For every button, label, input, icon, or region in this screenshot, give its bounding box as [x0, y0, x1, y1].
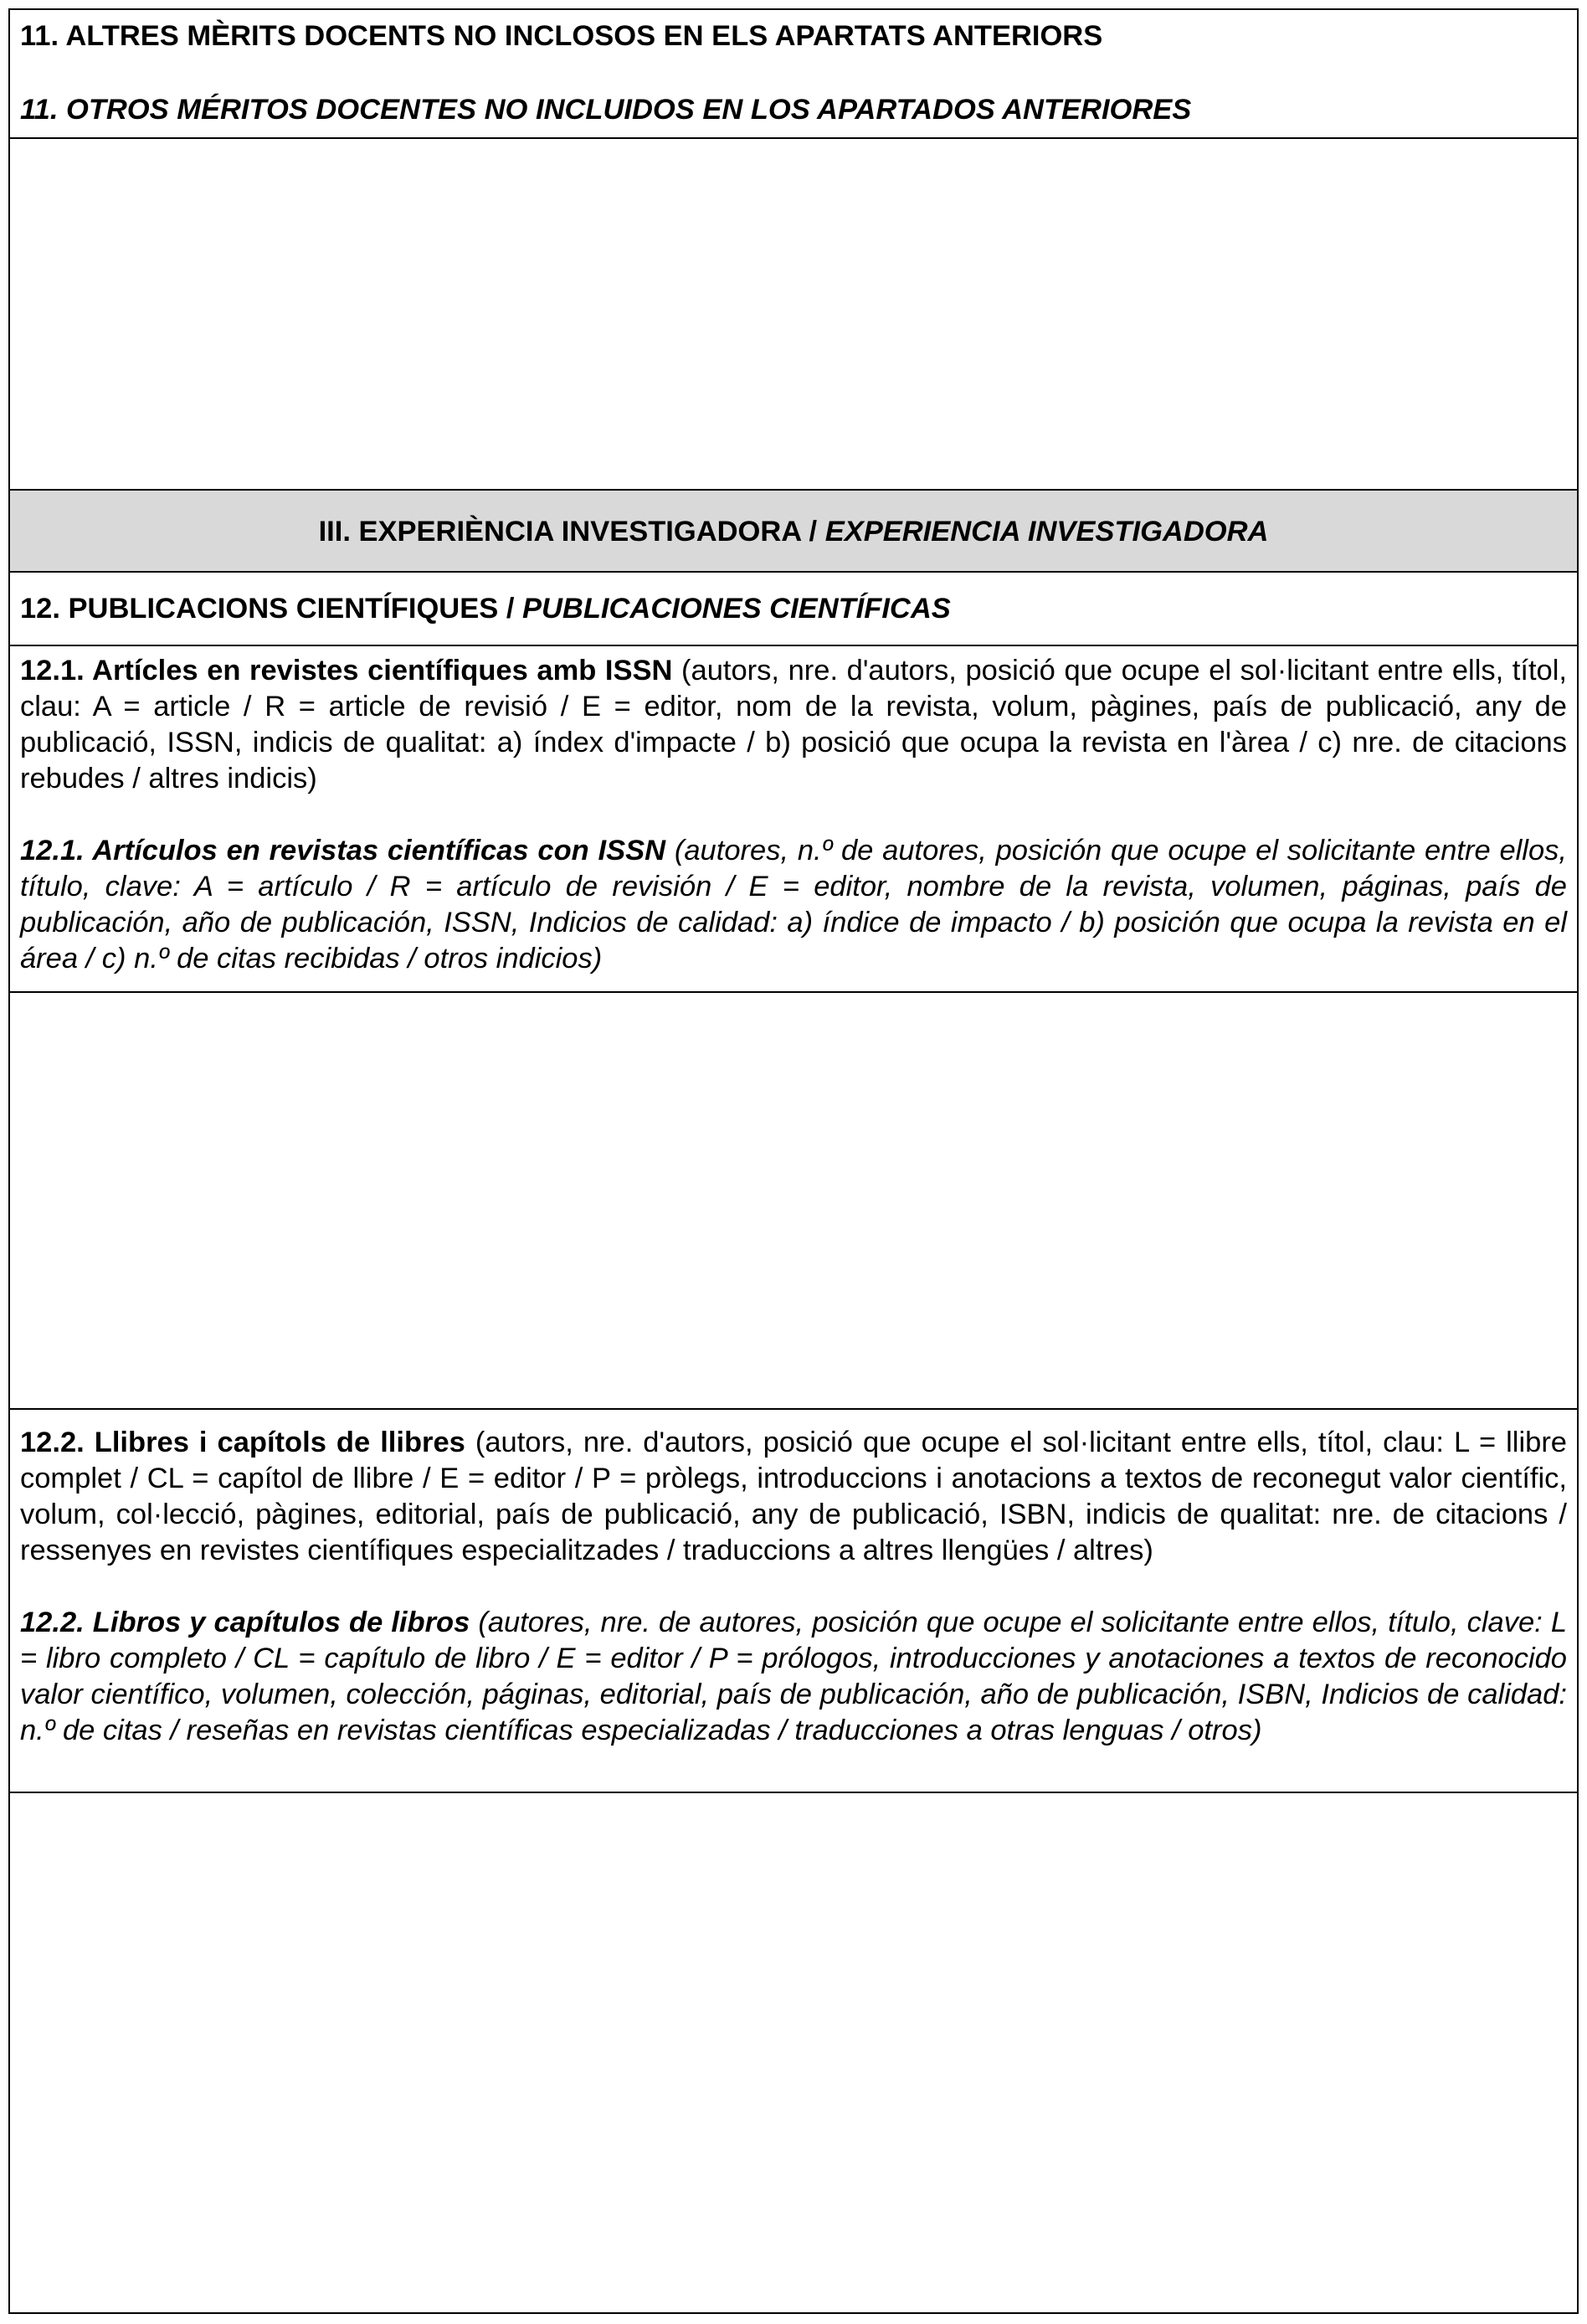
section-12-1-heading-ca: 12.1. Artícles en revistes científiques amb ISSN: [20, 655, 673, 686]
section-iii-title-ca: III. EXPERIÈNCIA INVESTIGADORA /: [318, 516, 825, 548]
section-12-2-heading-es: 12.2. Libros y capítulos de libros: [20, 1607, 470, 1638]
section-12-title: [20, 591, 1567, 627]
section-iii-title: [20, 514, 1567, 550]
section-12-2-body-es: (autores, nre. de autores, posición que ocupe el solicitante entre ellos, título, clave: L = libro completo / CL = capítulo de libro / E = editor / P = prólogos, introducciones y anotaciones a textos de reconocido valor científico, volumen, colección, páginas, editorial, país de publicación, año de publicación, ISBN, Indicios de calidad: n.º de citas / reseñas en revistas científicas especializadas / traducciones a otras lenguas / otros): [20, 1607, 1568, 1746]
section-11-answer-box[interactable]: [10, 139, 1577, 491]
section-12-2-answer-box[interactable]: [10, 1793, 1577, 2312]
section-12-title-ca: 12. PUBLICACIONS CIENTÍFIQUES /: [20, 593, 522, 625]
section-12-1-body-ca: (autors, nre. d'autors, posició que ocupe el sol·licitant entre ells, títol, clau: A = article / R = article de revisió / E = editor, nom de la revista, volum, pàgines, país de publicació, any de publicació, ISSN, indicis de qualitat: a) índex d'impacte / b) posició que ocupa la revista en l'àrea / c) nre. de citacions rebudes / altres indicis): [20, 655, 1567, 794]
section-12-1-body-es: (autores, n.º de autores, posición que ocupe el solicitante entre ellos, título, clave: A = artículo / R = artículo de revisión / E = editor, nombre de la revista, volumen, páginas, país de publicación, año de publicación, ISSN, Indicios de calidad: a) índice de impacto / b) posición que ocupa la revista en el área / c) n.º de citas recibidas / otros indicios): [20, 835, 1567, 974]
application-form: [8, 8, 1579, 2314]
section-11-title-es: 11. OTROS MÉRITOS DOCENTES NO INCLUIDOS EN LOS APARTADOS ANTERIORES: [20, 94, 1192, 126]
section-12-2-body-ca: (autors, nre. d'autors, posició que ocupe el sol·licitant entre ells, títol, clau: L = llibre complet / CL = capítol de llibre / E = editor / P = pròlegs, introduccions i anotacions a textos de reconegut valor científic, volum, col·lecció, pàgines, editorial, país de publicació, any de publicació, ISBN, indicis de qualitat: nre. de citacions / ressenyes en revistes científiques especialitzades / traduccions a altres llengües / altres): [20, 1427, 1567, 1566]
section-12-header: [10, 573, 1577, 646]
section-11-header: [10, 10, 1577, 139]
section-12-1-heading-es: 12.1. Artículos en revistas científicas con ISSN: [20, 835, 666, 866]
section-11-title-ca: 11. ALTRES MÈRITS DOCENTS NO INCLOSOS EN ELS APARTATS ANTERIORS: [20, 20, 1103, 52]
section-12-title-es: PUBLICACIONES CIENTÍFICAS: [522, 593, 951, 625]
section-12-1-text: [20, 653, 1567, 977]
section-12-1-answer-box[interactable]: [10, 993, 1577, 1410]
section-12-2-description: [10, 1410, 1577, 1793]
section-iii-header: [10, 491, 1577, 573]
section-12-2-text: [20, 1425, 1567, 1749]
section-12-1-description: [10, 646, 1577, 993]
section-iii-title-es: EXPERIENCIA INVESTIGADORA: [824, 516, 1269, 548]
section-12-2-heading-ca: 12.2. Llibres i capítols de llibres: [20, 1427, 465, 1458]
